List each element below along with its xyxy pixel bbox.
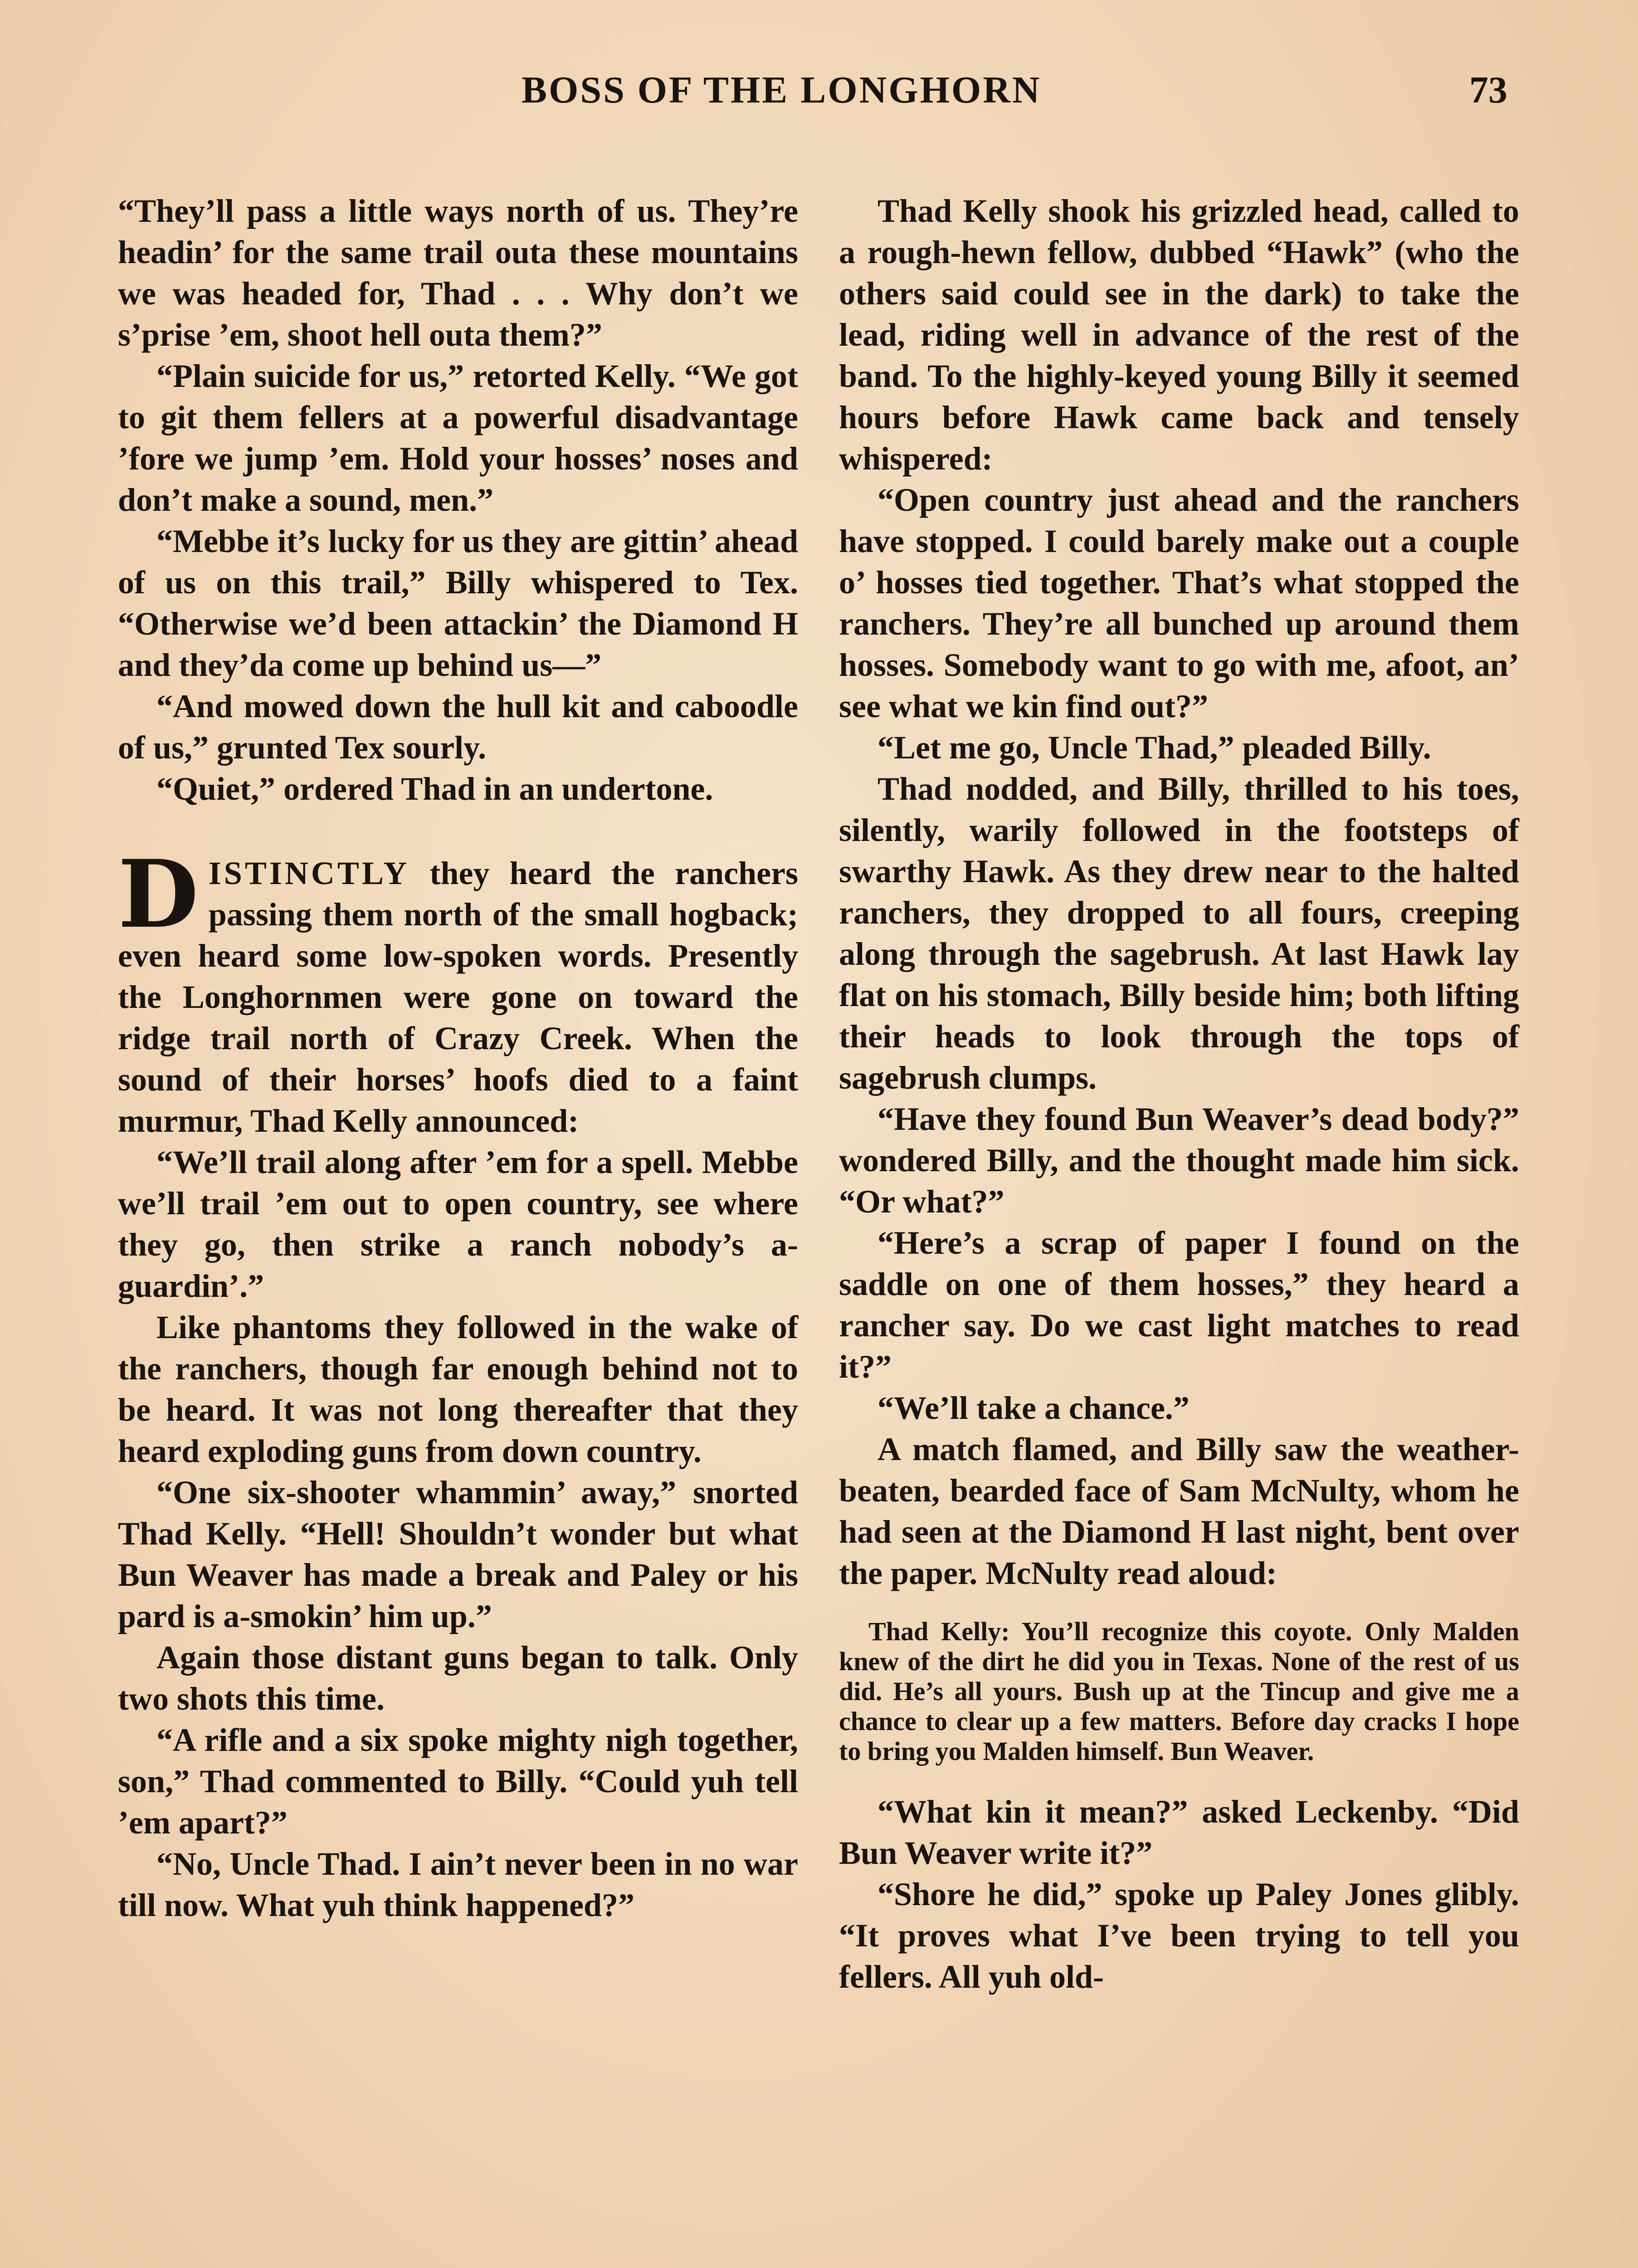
paragraph: “Open country just ahead and the ranchers have stopped. I could barely make out a couple o’ hosses tied together. That’s what stopped the ranchers. They’re all bunched up around them hosses. Somebody want to go with me, afoot, an’ see what we kin find out?” bbox=[839, 482, 1519, 724]
paragraph: “Let me go, Uncle Thad,” pleaded Billy. bbox=[878, 729, 1431, 766]
paragraph: “Have they found Bun Weaver’s dead body?” wondered Billy, and the thought made him sick. “Or what?” bbox=[839, 1101, 1519, 1220]
paragraph: Again those distant guns began to talk. Only two shots this time. bbox=[118, 1639, 798, 1717]
paragraph-text: they heard the ranchers passing them north of the small hogback; even heard some low-spoken words. Presently the Longhornmen were gone on toward the ridge trail north of Crazy Creek. When the sound of their horses’ hoofs died to a faint murmur, Thad Kelly announced: bbox=[118, 855, 798, 1139]
paragraph: A match flamed, and Billy saw the weather-beaten, bearded face of Sam McNulty, whom he had seen at the Diamond H last night, bent over the paper. McNulty read aloud: bbox=[839, 1431, 1519, 1591]
small-caps-lead: ISTINCTLY bbox=[208, 855, 410, 891]
paragraph: “What kin it mean?” asked Leckenby. “Did Bun Weaver write it?” bbox=[839, 1794, 1519, 1871]
running-title: BOSS OF THE LONGHORN bbox=[522, 69, 1042, 111]
page-number: 73 bbox=[1469, 69, 1507, 111]
paragraph: Thad nodded, and Billy, thrilled to his toes, silently, warily followed in the footsteps of swarthy Hawk. As they drew near to the halted ranchers, they dropped to all fours, creeping along through the sagebrush. At last Hawk lay flat on his stomach, Billy beside him; both lifting their heads to look through the tops of sagebrush clumps. bbox=[839, 771, 1519, 1096]
paragraph: “Mebbe it’s lucky for us they are gittin’ ahead of us on this trail,” Billy whispered to Tex. “Otherwise we’d been attackin’ the Diamond H and they’da come up behind us—” bbox=[118, 523, 798, 683]
paragraph: “Plain suicide for us,” retorted Kelly. “We got to git them fellers at a powerful disadvantage ’fore we jump ’em. Hold your hosses’ noses and don’t make a sound, men.” bbox=[118, 358, 798, 518]
paragraph: “We’ll take a chance.” bbox=[878, 1390, 1190, 1426]
paragraph: “And mowed down the hull kit and caboodle of us,” grunted Tex sourly. bbox=[118, 688, 798, 766]
paragraph: “One six-shooter whammin’ away,” snorted Thad Kelly. “Hell! Shouldn’t wonder but what Bun Weaver has made a break and Paley or his pard is a-smokin’ him up.” bbox=[118, 1474, 798, 1634]
paragraph: “A rifle and a six spoke mighty nigh together, son,” Thad commented to Billy. “Could yuh tell ’em apart?” bbox=[118, 1722, 798, 1841]
paragraph: “Shore he did,” spoke up Paley Jones glibly. “It proves what I’ve been trying to tell you fellers. All yuh old- bbox=[839, 1876, 1519, 1995]
paragraph: Like phantoms they followed in the wake of the ranchers, though far enough behind not to be heard. It was not long thereafter that they heard exploding guns from down country. bbox=[118, 1309, 798, 1469]
paragraph: “They’ll pass a little ways north of us. They’re headin’ for the same trail outa these mountains we was headed for, Thad . . . Why don’t we s’prise ’em, shoot hell outa them?” bbox=[118, 193, 798, 353]
paragraph: “Quiet,” ordered Thad in an undertone. bbox=[156, 771, 713, 807]
paragraph: “Here’s a scrap of paper I found on the saddle on one of them hosses,” they heard a rancher say. Do we cast light matches to read it?” bbox=[839, 1225, 1519, 1385]
dropcap-paragraph bbox=[118, 840, 798, 1142]
paragraph: “We’ll trail along after ’em for a spell. Mebbe we’ll trail ’em out to open country, see where they go, then strike a ranch nobody’s a-guardin’.” bbox=[118, 1144, 798, 1304]
running-head bbox=[0, 68, 1638, 127]
drop-cap: D bbox=[118, 840, 199, 949]
right-column bbox=[839, 191, 1519, 1998]
paragraph: Thad Kelly shook his grizzled head, called to a rough-hewn fellow, dubbed “Hawk” (who the others said could see in the dark) to take the lead, riding well in advance of the rest of the band. To the highly-keyed young Billy it seemed hours before Hawk came back and tensely whispered: bbox=[839, 193, 1519, 477]
left-column bbox=[118, 191, 798, 1926]
section-break bbox=[118, 810, 798, 853]
note-text: Thad Kelly: You’ll recognize this coyote. Only Malden knew of the dirt he did you in Texas. None of the rest of us did. He’s all yours. Bush up at the Tincup and give me a chance to clear up a few matters. Before day cracks I hope to bring you Malden himself. Bun Weaver. bbox=[839, 1617, 1519, 1766]
paragraph: “No, Uncle Thad. I ain’t never been in no war till now. What yuh think happened?” bbox=[118, 1846, 798, 1923]
note-block bbox=[839, 1617, 1519, 1766]
